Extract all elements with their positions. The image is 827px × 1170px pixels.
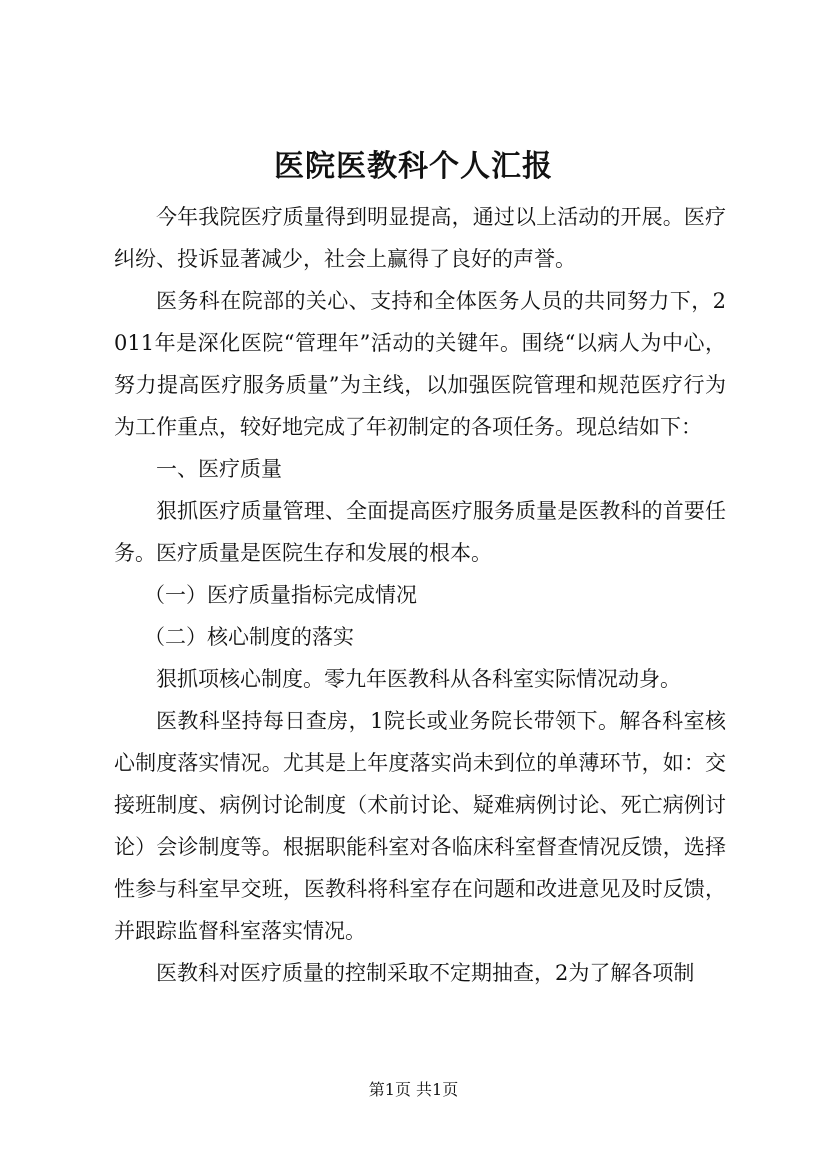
paragraph-core-systems: 狠抓项核心制度。零九年医教科从各科室实际情况动身。	[156, 667, 681, 691]
paragraph-quality-management: 狠抓医疗质量管理、全面提高医疗服务质量是医教科的首要任务。医疗质量是医院生存和发展的根本。	[114, 499, 726, 565]
paragraph-intro: 今年我院医疗质量得到明显提高，通过以上活动的开展。医疗纠纷、投诉显著减少，社会上赢得了良好的声誉。	[114, 205, 726, 271]
section-heading-medical-quality: 一、医疗质量	[156, 457, 282, 481]
paragraph-quality-control: 医教科对医疗质量的控制采取不定期抽查，2为了解各项制	[156, 961, 695, 985]
subsection-heading-core-systems: （二）核心制度的落实	[144, 625, 354, 649]
page-number-footer: 第1页 共1页	[368, 1080, 459, 1099]
document-body	[114, 196, 726, 994]
paragraph-summary: 医务科在院部的关心、支持和全体医务人员的共同努力下，2011年是深化医院“管理年”活动的关键年。围绕“以病人为中心，努力提高医疗服务质量”为主线，以加强医院管理和规范医疗行为为工作重点，较好地完成了年初制定的各项任务。现总结如下：	[114, 289, 726, 439]
document-title: 医院医教科个人汇报	[274, 149, 553, 184]
paragraph-daily-rounds: 医教科坚持每日查房，1院长或业务院长带领下。解各科室核心制度落实情况。尤其是上年度落实尚未到位的单薄环节，如：交接班制度、病例讨论制度（术前讨论、疑难病例讨论、死亡病例讨论）会诊制度等。根据职能科室对各临床科室督查情况反馈，选择性参与科室早交班，医教科将科室存在问题和改进意见及时反馈，并跟踪监督科室落实情况。	[114, 709, 726, 943]
subsection-heading-quality-indicators: （一）医疗质量指标完成情况	[144, 583, 417, 607]
